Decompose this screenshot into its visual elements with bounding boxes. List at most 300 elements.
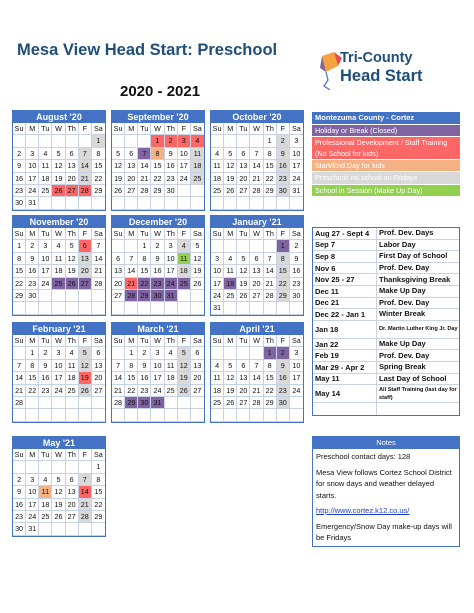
day-cell [178, 397, 191, 409]
day-cell: 14 [250, 160, 263, 172]
day-cell: 15 [138, 265, 151, 277]
day-cell: 10 [151, 360, 164, 372]
day-cell: 16 [39, 372, 52, 384]
day-cell: 2 [290, 240, 303, 252]
day-cell: 29 [125, 397, 138, 409]
day-cell: 13 [191, 360, 204, 372]
day-name: Sa [191, 335, 204, 347]
day-cell: 14 [250, 372, 263, 384]
day-cell [237, 135, 250, 147]
day-cell [26, 135, 39, 147]
day-cell: 24 [290, 385, 303, 397]
day-cell: 2 [151, 240, 164, 252]
day-cell: 4 [224, 253, 237, 265]
notes-header: Notes [313, 437, 459, 449]
day-cell [26, 397, 39, 409]
day-name: M [26, 228, 39, 240]
day-cell [66, 302, 79, 314]
day-cell: 5 [178, 347, 191, 359]
day-cell [151, 302, 164, 314]
day-cell: 21 [125, 278, 138, 290]
event-row [313, 263, 459, 275]
day-cell: 3 [165, 240, 178, 252]
day-cell: 10 [52, 360, 65, 372]
day-cell [125, 409, 138, 421]
day-name: F [178, 228, 191, 240]
day-name: Su [112, 335, 125, 347]
day-cell [79, 135, 92, 147]
day-name: Tu [138, 335, 151, 347]
day-name: Su [211, 228, 224, 240]
day-cell [277, 302, 290, 314]
day-cell [92, 302, 105, 314]
day-cell [178, 185, 191, 197]
day-cell: 3 [39, 240, 52, 252]
day-name: F [79, 228, 92, 240]
day-cell [52, 197, 65, 209]
day-cell: 22 [13, 278, 26, 290]
event-date: Mar 29 - Apr 2 [313, 362, 377, 373]
day-cell: 23 [165, 173, 178, 185]
day-cell [125, 135, 138, 147]
day-cell: 18 [178, 265, 191, 277]
day-cell: 11 [211, 160, 224, 172]
day-cell [178, 302, 191, 314]
day-cell [13, 347, 26, 359]
day-cell: 9 [277, 148, 290, 160]
day-cell: 11 [211, 372, 224, 384]
district-link[interactable]: http://www.cortez.k12.co.us/ [316, 506, 410, 515]
day-cell: 25 [52, 278, 65, 290]
day-name: Su [13, 228, 26, 240]
day-cell: 19 [191, 265, 204, 277]
day-cell: 28 [125, 290, 138, 302]
day-cell: 26 [79, 385, 92, 397]
day-cell: 17 [39, 265, 52, 277]
day-cell [66, 523, 79, 535]
day-cell [52, 461, 65, 473]
day-cell [224, 135, 237, 147]
day-cell [26, 461, 39, 473]
day-cell: 12 [191, 253, 204, 265]
day-cell: 25 [165, 385, 178, 397]
day-cell [39, 461, 52, 473]
day-cell [224, 347, 237, 359]
day-cell: 30 [151, 290, 164, 302]
day-name: Su [13, 123, 26, 135]
day-cell [250, 409, 263, 421]
event-date [313, 403, 377, 415]
day-cell: 13 [125, 160, 138, 172]
day-cell [191, 290, 204, 302]
day-cell: 27 [237, 185, 250, 197]
day-cell [52, 397, 65, 409]
day-cell [26, 409, 39, 421]
logo-line2: Head Start [340, 67, 423, 85]
event-date: Nov 25 - 27 [313, 274, 377, 285]
day-cell: 20 [237, 385, 250, 397]
day-cell: 4 [165, 347, 178, 359]
day-name: M [224, 123, 237, 135]
day-cell [224, 302, 237, 314]
event-row [313, 321, 459, 339]
notes-contact-days: Preschool contact days: 128 [316, 452, 411, 461]
day-cell: 31 [211, 302, 224, 314]
day-cell: 2 [13, 474, 26, 486]
day-cell: 23 [277, 385, 290, 397]
day-cell: 8 [125, 360, 138, 372]
day-cell: 26 [112, 185, 125, 197]
day-cell: 21 [250, 173, 263, 185]
day-cell: 26 [191, 278, 204, 290]
day-cell: 2 [165, 135, 178, 147]
event-row [313, 228, 459, 240]
day-cell: 25 [178, 278, 191, 290]
day-name: Sa [92, 123, 105, 135]
day-name: Th [264, 228, 277, 240]
day-cell: 13 [250, 265, 263, 277]
month-title: November '20 [13, 216, 105, 228]
day-cell: 29 [138, 290, 151, 302]
day-cell: 12 [52, 486, 65, 498]
day-cell: 22 [138, 278, 151, 290]
event-date: Sep 8 [313, 251, 377, 262]
day-cell: 13 [237, 372, 250, 384]
day-cell [211, 240, 224, 252]
day-cell: 6 [112, 253, 125, 265]
day-cell: 5 [224, 148, 237, 160]
day-cell: 18 [66, 372, 79, 384]
day-name: Th [264, 123, 277, 135]
day-cell: 18 [224, 278, 237, 290]
event-date: Nov 6 [313, 263, 377, 274]
day-name: W [151, 335, 164, 347]
day-cell [237, 240, 250, 252]
day-cell: 22 [92, 173, 105, 185]
day-cell: 15 [264, 372, 277, 384]
day-cell: 28 [250, 185, 263, 197]
day-cell: 4 [191, 135, 204, 147]
day-cell: 24 [151, 385, 164, 397]
legend-item: Preschool: no school on Fridays [312, 172, 460, 183]
day-cell: 8 [264, 148, 277, 160]
day-cell: 14 [125, 265, 138, 277]
day-cell: 12 [224, 160, 237, 172]
day-cell: 6 [250, 253, 263, 265]
event-date: May 14 [313, 385, 377, 402]
day-cell: 20 [79, 265, 92, 277]
day-name: M [224, 228, 237, 240]
day-name: Su [211, 123, 224, 135]
day-cell: 10 [290, 148, 303, 160]
day-name: Tu [237, 123, 250, 135]
day-cell: 17 [151, 372, 164, 384]
event-row [313, 251, 459, 263]
day-cell: 3 [211, 253, 224, 265]
month-1 [111, 110, 205, 211]
day-cell [211, 347, 224, 359]
day-cell: 13 [66, 486, 79, 498]
day-cell: 23 [26, 278, 39, 290]
day-cell: 4 [211, 360, 224, 372]
day-cell: 5 [112, 148, 125, 160]
month-title: February '21 [13, 323, 105, 335]
day-cell [13, 409, 26, 421]
day-cell: 18 [39, 173, 52, 185]
day-cell: 18 [211, 385, 224, 397]
day-name: W [151, 123, 164, 135]
day-cell [178, 290, 191, 302]
month-2 [210, 110, 304, 211]
event-name: First Day of School [379, 251, 448, 261]
day-cell [13, 461, 26, 473]
day-cell [191, 197, 204, 209]
day-name: Th [66, 335, 79, 347]
day-cell: 5 [237, 253, 250, 265]
day-cell: 11 [39, 160, 52, 172]
event-name: Spring Break [379, 362, 426, 372]
day-cell: 28 [138, 185, 151, 197]
day-cell [39, 135, 52, 147]
day-cell: 24 [26, 511, 39, 523]
day-name: Tu [138, 228, 151, 240]
day-cell [92, 197, 105, 209]
day-name: Su [211, 335, 224, 347]
event-name: Prof. Dev. Day [379, 263, 430, 273]
day-cell: 27 [112, 290, 125, 302]
day-cell: 18 [165, 372, 178, 384]
day-cell: 3 [52, 347, 65, 359]
day-cell: 22 [125, 385, 138, 397]
month-title: September '20 [112, 111, 204, 123]
day-cell: 17 [290, 372, 303, 384]
day-cell: 8 [277, 253, 290, 265]
day-cell: 30 [138, 397, 151, 409]
day-cell: 25 [224, 290, 237, 302]
event-name: Labor Day [379, 239, 416, 249]
day-cell: 22 [264, 385, 277, 397]
day-cell [290, 197, 303, 209]
day-cell: 7 [138, 148, 151, 160]
day-cell: 10 [211, 265, 224, 277]
day-cell: 29 [277, 290, 290, 302]
day-cell: 16 [290, 265, 303, 277]
day-cell: 25 [39, 185, 52, 197]
day-cell: 5 [52, 148, 65, 160]
legend-item: School in Session (Make Up Day) [312, 185, 460, 196]
day-cell: 27 [92, 385, 105, 397]
day-cell [237, 347, 250, 359]
day-cell [79, 523, 92, 535]
day-name: Tu [237, 228, 250, 240]
day-cell [165, 397, 178, 409]
events-list [312, 227, 460, 416]
month-0 [12, 110, 106, 211]
day-cell: 15 [264, 160, 277, 172]
day-cell [39, 290, 52, 302]
day-name: M [26, 123, 39, 135]
day-cell: 27 [66, 511, 79, 523]
day-cell [250, 302, 263, 314]
day-cell: 27 [250, 290, 263, 302]
day-cell [79, 302, 92, 314]
day-cell: 9 [290, 253, 303, 265]
day-cell: 30 [13, 197, 26, 209]
day-cell: 20 [125, 173, 138, 185]
day-name: M [125, 228, 138, 240]
day-cell: 14 [79, 160, 92, 172]
event-date: Jan 22 [313, 339, 377, 350]
day-cell: 2 [26, 240, 39, 252]
day-cell: 26 [52, 185, 65, 197]
day-cell: 1 [13, 240, 26, 252]
day-cell: 24 [211, 290, 224, 302]
day-cell: 14 [264, 265, 277, 277]
day-cell [92, 290, 105, 302]
day-cell [165, 409, 178, 421]
day-cell [112, 302, 125, 314]
day-name: W [250, 228, 263, 240]
day-cell: 17 [290, 160, 303, 172]
day-cell: 2 [13, 148, 26, 160]
day-cell: 15 [125, 372, 138, 384]
day-cell: 26 [66, 278, 79, 290]
day-cell: 8 [138, 253, 151, 265]
day-cell: 30 [277, 397, 290, 409]
day-cell: 1 [125, 347, 138, 359]
event-name: Make Up Day [379, 286, 426, 296]
day-cell: 27 [191, 385, 204, 397]
month-title: January '21 [211, 216, 303, 228]
day-cell [66, 397, 79, 409]
day-cell: 11 [165, 360, 178, 372]
day-cell [92, 409, 105, 421]
day-cell: 10 [39, 253, 52, 265]
day-cell: 20 [92, 372, 105, 384]
day-cell: 9 [138, 360, 151, 372]
day-cell: 20 [250, 278, 263, 290]
day-cell [211, 197, 224, 209]
day-cell [66, 135, 79, 147]
day-cell [79, 290, 92, 302]
day-cell: 16 [13, 499, 26, 511]
day-cell [151, 409, 164, 421]
day-cell: 7 [112, 360, 125, 372]
day-cell: 14 [79, 486, 92, 498]
day-name: Tu [39, 449, 52, 461]
day-cell: 19 [237, 278, 250, 290]
day-cell: 8 [264, 360, 277, 372]
day-cell [79, 397, 92, 409]
day-cell: 28 [92, 278, 105, 290]
day-cell [250, 197, 263, 209]
day-cell: 11 [52, 253, 65, 265]
notes-makeup: Emergency/Snow Day make-up days will be Fridays [316, 521, 452, 542]
day-cell: 16 [151, 265, 164, 277]
day-cell: 18 [52, 265, 65, 277]
day-cell: 18 [211, 173, 224, 185]
event-row [313, 403, 459, 415]
day-cell: 29 [92, 185, 105, 197]
day-cell: 16 [138, 372, 151, 384]
day-cell: 10 [26, 486, 39, 498]
event-name: Last Day of School [379, 373, 447, 383]
day-cell: 15 [151, 160, 164, 172]
day-cell [39, 523, 52, 535]
day-cell: 16 [277, 160, 290, 172]
day-cell: 22 [92, 499, 105, 511]
day-cell: 1 [264, 347, 277, 359]
tri-county-logo [318, 50, 468, 102]
logo-line1: Tri-County [340, 50, 413, 66]
day-cell: 1 [277, 240, 290, 252]
day-cell [26, 302, 39, 314]
day-name: M [125, 123, 138, 135]
month-title: October '20 [211, 111, 303, 123]
day-cell: 6 [125, 148, 138, 160]
day-cell: 19 [178, 372, 191, 384]
day-cell: 17 [165, 265, 178, 277]
day-cell: 8 [92, 474, 105, 486]
day-cell: 16 [13, 173, 26, 185]
day-name: Th [264, 335, 277, 347]
event-date: Dec 21 [313, 298, 377, 309]
day-cell: 7 [250, 148, 263, 160]
day-cell: 11 [178, 253, 191, 265]
day-cell: 8 [151, 148, 164, 160]
day-cell: 31 [165, 290, 178, 302]
day-cell: 6 [237, 360, 250, 372]
day-cell [79, 197, 92, 209]
day-cell: 17 [26, 499, 39, 511]
day-cell: 26 [224, 397, 237, 409]
day-name: Th [66, 449, 79, 461]
event-name [377, 403, 459, 415]
day-cell [52, 290, 65, 302]
day-cell: 9 [39, 360, 52, 372]
day-cell: 9 [26, 253, 39, 265]
day-name: F [79, 335, 92, 347]
day-cell: 4 [39, 474, 52, 486]
day-cell: 7 [264, 253, 277, 265]
day-name: Th [66, 123, 79, 135]
month-title: March '21 [112, 323, 204, 335]
day-cell: 4 [66, 347, 79, 359]
day-cell: 21 [138, 173, 151, 185]
day-cell: 25 [211, 185, 224, 197]
day-cell: 13 [92, 360, 105, 372]
day-name: W [52, 123, 65, 135]
day-cell: 19 [224, 385, 237, 397]
day-cell: 14 [13, 372, 26, 384]
day-cell: 1 [92, 135, 105, 147]
day-cell: 27 [237, 397, 250, 409]
day-cell: 30 [26, 290, 39, 302]
day-name: Su [112, 228, 125, 240]
day-cell: 3 [290, 135, 303, 147]
day-cell [264, 240, 277, 252]
day-cell: 13 [237, 160, 250, 172]
day-cell: 30 [290, 290, 303, 302]
day-cell [66, 197, 79, 209]
month-title: April '21 [211, 323, 303, 335]
day-cell: 31 [26, 197, 39, 209]
day-cell: 5 [66, 240, 79, 252]
day-cell [290, 409, 303, 421]
day-name: Sa [92, 228, 105, 240]
day-cell [237, 409, 250, 421]
day-cell: 19 [52, 499, 65, 511]
